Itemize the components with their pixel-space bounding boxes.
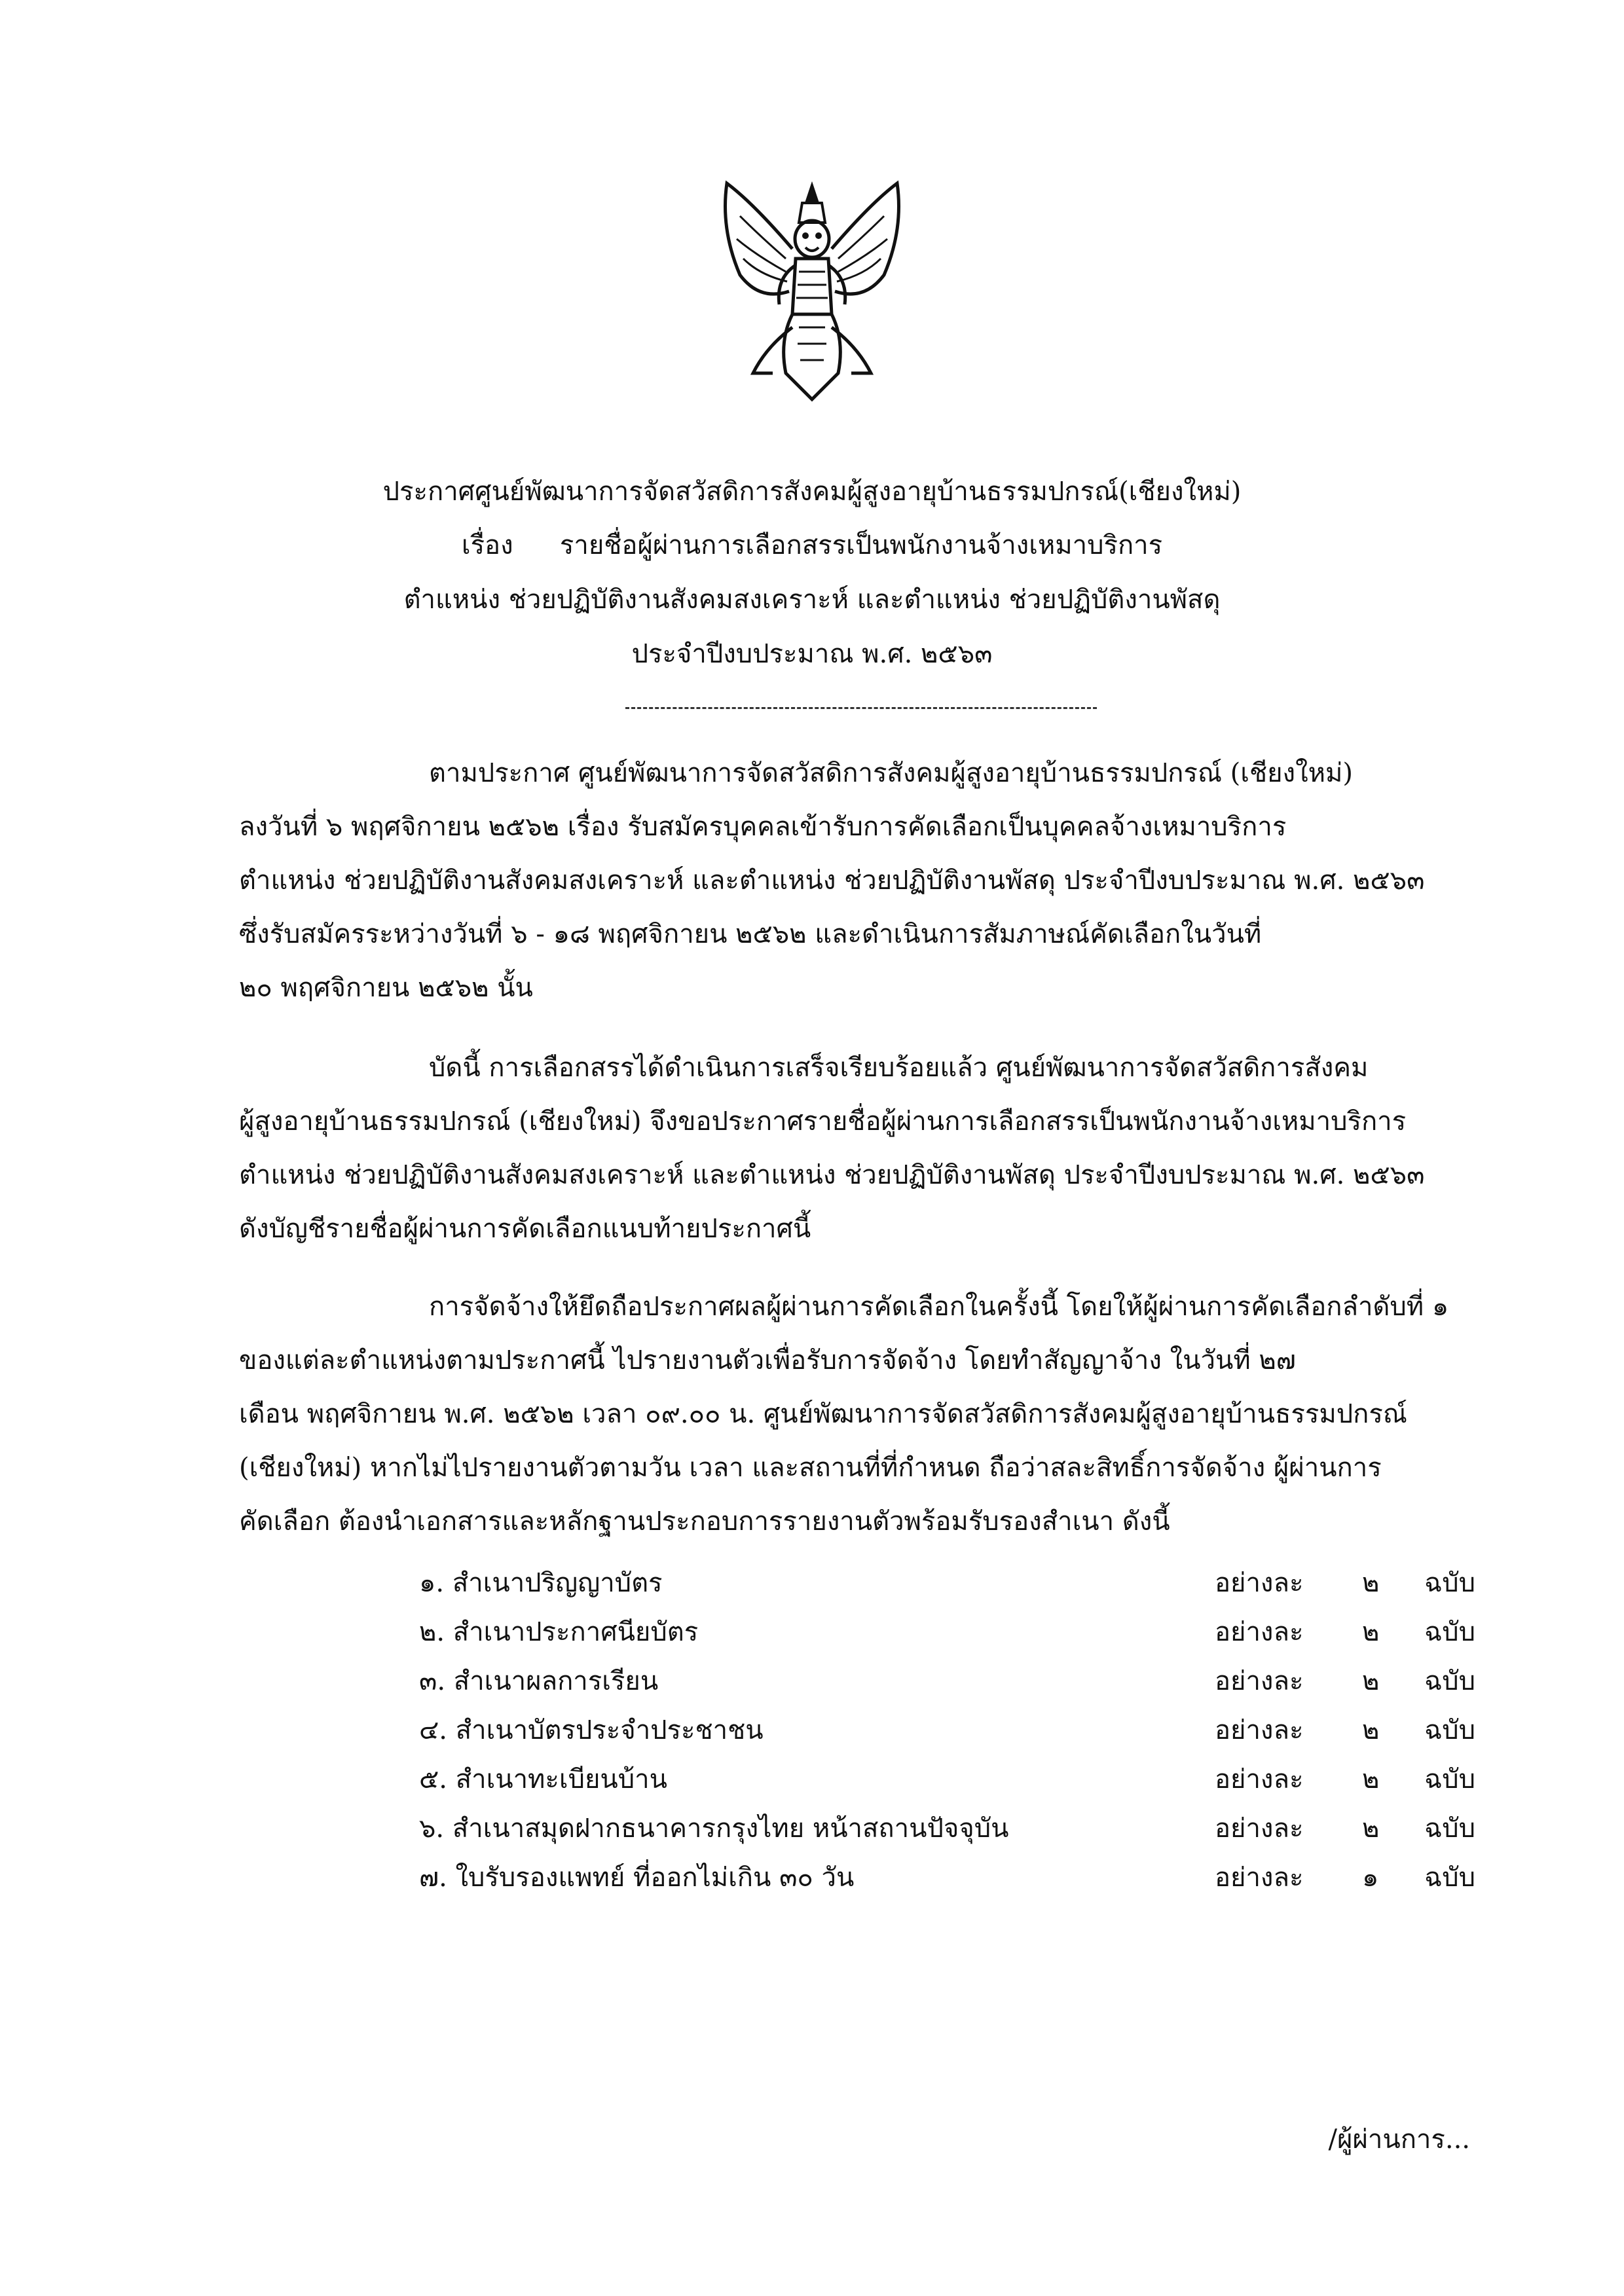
paragraph-line: คัดเลือก ต้องนำเอกสารและหลักฐานประกอบการรายงานตัวพร้อมรับรองสำเนา ดังนี้ (239, 1506, 1170, 1537)
subject-text: รายชื่อผู้ผ่านการเลือกสรรเป็นพนักงานจ้างเหมาบริการ (559, 530, 1163, 560)
paragraph-line: ลงวันที่ ๖ พฤศจิกายน ๒๕๖๒ เรื่อง รับสมัครบุคคลเข้ารับการคัดเลือกเป็นบุคคลจ้างเหมาบริการ (239, 812, 1287, 842)
paragraph-line: บัดนี้ การเลือกสรรได้ดำเนินการเสร็จเรียบร้อยแล้ว ศูนย์พัฒนาการจัดสวัสดิการสังคม (429, 1053, 1369, 1083)
paragraph-line: ดังบัญชีรายชื่อผู้ผ่านการคัดเลือกแนบท้ายประกาศนี้ (239, 1214, 811, 1244)
document-unit: ฉบับ (1424, 1863, 1476, 1893)
document-name: ๑. สำเนาปริญญาบัตร (419, 1568, 663, 1598)
document-name: ๖. สำเนาสมุดฝากธนาคารกรุงไทย หน้าสถานปัจจุบัน (419, 1813, 1009, 1844)
document-each: อย่างละ (1215, 1863, 1304, 1893)
document-unit: ฉบับ (1424, 1715, 1476, 1745)
document-name: ๒. สำเนาประกาศนียบัตร (419, 1617, 699, 1647)
paragraph-reference (239, 746, 1467, 1015)
document-unit: ฉบับ (1424, 1764, 1476, 1795)
paragraph-line: เดือน พฤศจิกายน พ.ศ. ๒๕๖๒ เวลา ๐๙.๐๐ น. ศูนย์พัฒนาการจัดสวัสดิการสังคมผู้สูงอายุบ้านธรรมปกรณ์ (239, 1399, 1407, 1429)
paragraph-line: ผู้สูงอายุบ้านธรรมปกรณ์ (เชียงใหม่) จึงขอประกาศรายชื่อผู้ผ่านการเลือกสรรเป็นพนักงานจ้างเหมาบริการ (239, 1106, 1407, 1137)
document-each: อย่างละ (1215, 1666, 1304, 1696)
paragraph-announcement (239, 1041, 1467, 1256)
list-item (419, 1758, 1476, 1807)
document-qty: ๒ (1362, 1715, 1380, 1745)
document-unit: ฉบับ (1424, 1813, 1476, 1844)
garuda-emblem-icon (714, 177, 910, 406)
paragraph-instructions (239, 1280, 1467, 1548)
paragraph-line: ตำแหน่ง ช่วยปฏิบัติงานสังคมสงเคราะห์ และตำแหน่ง ช่วยปฏิบัติงานพัสดุ ประจำปีงบประมาณ พ.ศ. ๒๕๖๓ (239, 1160, 1425, 1190)
announcement-subject-line (0, 524, 1624, 566)
document-qty: ๒ (1362, 1568, 1380, 1598)
list-item (419, 1660, 1476, 1709)
document-unit: ฉบับ (1424, 1666, 1476, 1696)
document-each: อย่างละ (1215, 1715, 1304, 1745)
list-item (419, 1611, 1476, 1660)
document-qty: ๒ (1362, 1617, 1380, 1647)
list-item (419, 1807, 1476, 1856)
paragraph-line: ของแต่ละตำแหน่งตามประกาศนี้ ไปรายงานตัวเพื่อรับการจัดจ้าง โดยทำสัญญาจ้าง ในวันที่ ๒๗ (239, 1345, 1296, 1376)
paragraph-line: ๒๐ พฤศจิกายน ๒๕๖๒ นั้น (239, 973, 533, 1003)
document-each: อย่างละ (1215, 1568, 1304, 1598)
document-qty: ๒ (1362, 1813, 1380, 1844)
document-qty: ๒ (1362, 1666, 1380, 1696)
document-name: ๓. สำเนาผลการเรียน (419, 1666, 659, 1696)
document-name: ๗. ใบรับรองแพทย์ ที่ออกไม่เกิน ๓๐ วัน (419, 1863, 855, 1893)
announcement-positions: ตำแหน่ง ช่วยปฏิบัติงานสังคมสงเคราะห์ และตำแหน่ง ช่วยปฏิบัติงานพัสดุ (403, 585, 1221, 615)
document-unit: ฉบับ (1424, 1568, 1476, 1598)
paragraph-line: ซึ่งรับสมัครระหว่างวันที่ ๖ - ๑๘ พฤศจิกายน ๒๕๖๒ และดำเนินการสัมภาษณ์คัดเลือกในวันที่ (239, 919, 1262, 949)
paragraph-line: ตำแหน่ง ช่วยปฏิบัติงานสังคมสงเคราะห์ และตำแหน่ง ช่วยปฏิบัติงานพัสดุ ประจำปีงบประมาณ พ.ศ. ๒๕๖๓ (239, 866, 1425, 896)
paragraph-line: ตามประกาศ ศูนย์พัฒนาการจัดสวัสดิการสังคมผู้สูงอายุบ้านธรรมปกรณ์ (เชียงใหม่) (429, 758, 1353, 788)
document-qty: ๑ (1362, 1863, 1379, 1893)
list-item (419, 1709, 1476, 1758)
document-each: อย่างละ (1215, 1764, 1304, 1795)
continuation-marker: /ผู้ผ่านการ... (1328, 2124, 1470, 2155)
document-qty: ๒ (1362, 1764, 1380, 1795)
document-name: ๕. สำเนาทะเบียนบ้าน (419, 1764, 667, 1795)
document-each: อย่างละ (1215, 1617, 1304, 1647)
subject-label: เรื่อง (461, 530, 513, 560)
header-divider (625, 707, 1097, 709)
announcement-title: ประกาศศูนย์พัฒนาการจัดสวัสดิการสังคมผู้สูงอายุบ้านธรรมปกรณ์(เชียงใหม่) (382, 477, 1242, 507)
document-each: อย่างละ (1215, 1813, 1304, 1844)
list-item (419, 1561, 1476, 1611)
announcement-fiscal-year: ประจำปีงบประมาณ พ.ศ. ๒๕๖๓ (631, 639, 993, 669)
list-item (419, 1856, 1476, 1905)
document-name: ๔. สำเนาบัตรประจำประชาชน (419, 1715, 764, 1745)
document-unit: ฉบับ (1424, 1617, 1476, 1647)
paragraph-line: (เชียงใหม่) หากไม่ไปรายงานตัวตามวัน เวลา และสถานที่ที่กำหนด ถือว่าสละสิทธิ์การจัดจ้าง ผู้ผ่านการ (239, 1453, 1382, 1483)
required-documents-list (419, 1561, 1476, 1905)
paragraph-line: การจัดจ้างให้ยึดถือประกาศผลผู้ผ่านการคัดเลือกในครั้งนี้ โดยให้ผู้ผ่านการคัดเลือกลำดับที่ ๑ (429, 1292, 1449, 1322)
